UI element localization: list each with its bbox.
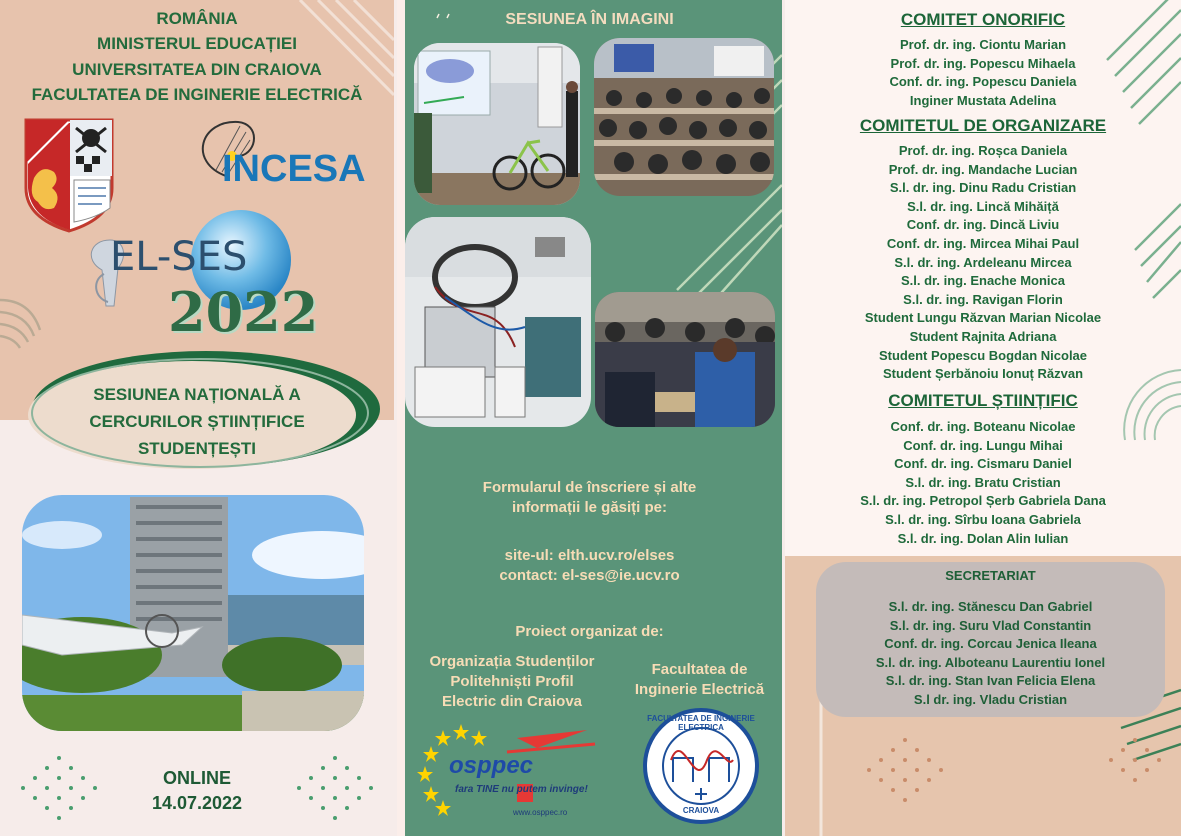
gallery-title: SESIUNEA ÎN IMAGINI [505, 11, 674, 28]
incesa-logo-text: INCESA [222, 148, 366, 190]
honorary-committee-list [785, 36, 1181, 110]
list-item: S.l. dr. ing. Bratu Cristian [905, 474, 1061, 490]
list-item: Conf. dr. ing. Cismaru Daniel [894, 456, 1072, 472]
list-item: S.l. dr. ing. Dinu Radu Cristian [889, 180, 1077, 196]
middle-panel [397, 0, 782, 836]
left-dots-decor [14, 752, 104, 832]
faculty-building-photo [22, 495, 364, 731]
list-item: Conf. dr. ing. Mircea Mihai Paul [886, 235, 1080, 251]
info-line-1: Formularul de înscriere și alte [482, 479, 697, 496]
list-item: S.l. dr. ing. Sîrbu Ioana Gabriela [885, 511, 1081, 527]
gallery-photo-equipment [405, 217, 591, 427]
list-item: S.l. dr. ing. Ravigan Florin [903, 291, 1063, 307]
faculty-seal [643, 708, 759, 824]
left-panel [0, 0, 394, 836]
header-line-1: ROMÂNIA [156, 9, 238, 28]
org1-line-1: Organizația Studenților [429, 653, 595, 670]
list-item: Student Rajnita Adriana [909, 328, 1057, 344]
org1-line-3: Electric din Craiova [441, 693, 583, 710]
list-item: Conf. dr. ing. Dincă Liviu [906, 217, 1060, 233]
right-dots-decor [290, 752, 380, 832]
secretariat-box [816, 562, 1165, 717]
info-line-2: informații le găsiți pe: [511, 499, 668, 516]
secretariat-list [816, 598, 1165, 710]
gallery-photo-presentation [414, 43, 580, 205]
organizing-committee-list [785, 142, 1181, 384]
list-item: Prof. dr. ing. Mandache Lucian [888, 161, 1078, 177]
session-title-line-2: CERCURILOR ȘTIINȚIFICE [89, 412, 305, 431]
scientific-committee-title: COMITETUL ȘTIINȚIFIC [888, 391, 1078, 410]
list-item: S.l. dr. ing. Dolan Alin Iulian [897, 530, 1069, 546]
list-item: S.l. dr. ing. Alboteanu Laurentiu Ionel [875, 654, 1106, 670]
gallery-photo-workshop [595, 292, 775, 427]
list-item: S.l. dr. ing. Suru Vlad Constantin [889, 617, 1092, 633]
org1-line-2: Politehniști Profil [450, 673, 574, 690]
list-item: Conf. dr. ing. Corcau Jenica Ileana [884, 636, 1097, 652]
honorary-committee-title: COMITET ONORIFIC [900, 10, 1066, 29]
list-item: Student Popescu Bogdan Nicolae [878, 347, 1088, 363]
header-line-3: UNIVERSITATEA DIN CRAIOVA [72, 60, 322, 79]
list-item: Conf. dr. ing. Lungu Mihai [903, 437, 1063, 453]
event-mode: ONLINE [162, 768, 231, 788]
session-title-line-3: STUDENȚEȘTI [137, 439, 257, 458]
secretariat-title: SECRETARIAT [945, 568, 1036, 583]
elses-logo-text: EL-SES [110, 234, 248, 280]
list-item: S.l. dr. ing. Stan Ivan Felicia Elena [885, 673, 1096, 689]
event-date: 14.07.2022 [151, 793, 243, 813]
organizing-committee-title: COMITETUL DE ORGANIZARE [859, 116, 1107, 135]
list-item: Inginer Mustata Adelina [909, 92, 1057, 108]
gallery-photo-audience [594, 38, 774, 196]
list-item: S.l. dr. ing. Lincă Mihăiță [907, 198, 1059, 214]
osppec-logo [417, 722, 607, 822]
list-item: Prof. dr. ing. Popescu Mihaela [890, 55, 1076, 71]
organized-by-label: Proiect organizat de: [515, 623, 664, 640]
list-item: S.l. dr. ing. Enache Monica [901, 273, 1065, 289]
list-item: Conf. dr. ing. Boteanu Nicolae [890, 419, 1076, 434]
osppec-logo-text: osppec [449, 752, 534, 779]
elses-logo-year: 2022 [168, 280, 319, 344]
list-item: Prof. dr. ing. Roșca Daniela [898, 143, 1068, 158]
org2-line-1: Facultatea de [651, 661, 748, 678]
faculty-seal-city: CRAIOVA [682, 806, 720, 815]
contact-email[interactable]: contact: el-ses@ie.ucv.ro [499, 567, 680, 584]
list-item: Student Lungu Răzvan Marian Nicolae [864, 310, 1102, 326]
session-title-line-1: SESIUNEA NAȚIONALĂ A [93, 385, 301, 404]
faculty-seal-text: FACULTATEA DE INGINERIE ELECTRICA [647, 714, 755, 732]
org2-line-2: Inginerie Electrică [634, 681, 765, 698]
osppec-slogan: fara TINE nu putem invinge! [455, 784, 588, 795]
list-item: Student Șerbănoiu Ionuț Răzvan [882, 366, 1084, 382]
right-panel [785, 0, 1181, 836]
site-link[interactable]: site-ul: elth.ucv.ro/elses [504, 547, 675, 564]
list-item: S.l. dr. ing. Ardeleanu Mircea [894, 254, 1072, 270]
list-item: Prof. dr. ing. Ciontu Marian [899, 37, 1067, 52]
list-item: Conf. dr. ing. Popescu Daniela [889, 74, 1077, 90]
osppec-url: www.osppec.ro [513, 808, 568, 817]
header-line-4: FACULTATEA DE INGINERIE ELECTRICĂ [31, 85, 363, 104]
scientific-committee-list [785, 418, 1181, 548]
header-line-2: MINISTERUL EDUCAȚIEI [97, 34, 297, 53]
list-item: S.l. dr. ing. Stănescu Dan Gabriel [888, 599, 1093, 614]
list-item: S.l dr. ing. Vladu Cristian [913, 691, 1068, 707]
list-item: S.l. dr. ing. Petropol Șerb Gabriela Dana [860, 493, 1106, 509]
